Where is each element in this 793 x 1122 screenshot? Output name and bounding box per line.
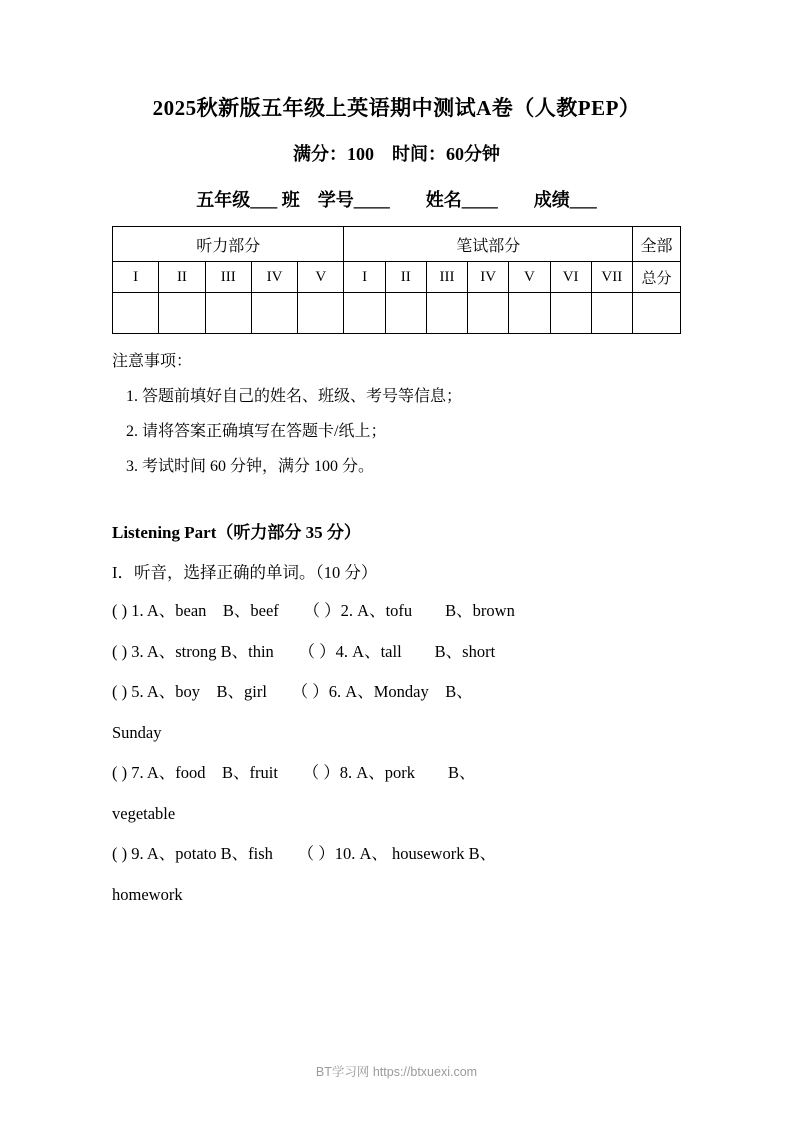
question-line: ( ) 9. A、potato B、fish （ ）10. A、 housework B、 [112, 844, 497, 864]
score-sub-header: VI [550, 262, 591, 293]
question-line: ( ) 7. A、food B、fruit （ ）8. A、pork B、 [112, 763, 476, 783]
score-cell[interactable] [591, 293, 632, 334]
question-line-continuation: vegetable [112, 803, 176, 823]
notice-item-3: 3. 考试时间 60 分钟，满分 100 分。 [126, 458, 375, 475]
score-sub-header: II [385, 262, 426, 293]
score-sub-header: V [298, 262, 344, 293]
notice-item-2: 2. 请将答案正确填写在答题卡/纸上； [126, 423, 387, 440]
score-sub-header: I [344, 262, 385, 293]
score-sub-header: I [113, 262, 159, 293]
notice-item-1: 1. 答题前填好自己的姓名、班级、考号等信息； [126, 388, 463, 405]
score-cell[interactable] [205, 293, 251, 334]
question-line-continuation: homework [112, 884, 183, 904]
score-sub-header: 总分 [632, 262, 680, 293]
score-sub-header: III [426, 262, 467, 293]
question-line: ( ) 3. A、strong B、thin （ ）4. A、tall B、short [112, 641, 496, 661]
question-line: ( ) 5. A、boy B、girl （ ）6. A、Monday B、 [112, 682, 473, 702]
exam-subtitle: 满分：100 时间：60分钟 [293, 144, 500, 164]
score-sub-header: III [205, 262, 251, 293]
score-group-listening: 听力部分 [113, 227, 344, 262]
table-row-group-headers [113, 227, 681, 262]
student-info-line: 五年级___ 班 学号____ 姓名____ 成绩___ [196, 190, 597, 210]
score-cell[interactable] [426, 293, 467, 334]
score-sub-header: IV [251, 262, 297, 293]
score-group-written: 笔试部分 [344, 227, 632, 262]
score-sub-header: IV [468, 262, 509, 293]
score-sub-header: V [509, 262, 550, 293]
score-cell[interactable] [632, 293, 680, 334]
score-cell[interactable] [113, 293, 159, 334]
table-row-score-entry [113, 293, 681, 334]
notice-title: 注意事项： [112, 353, 193, 370]
question-heading-1: I．听音，选择正确的单词。（10 分） [112, 563, 378, 582]
question-line: ( ) 1. A、bean B、beef （ ）2. A、tofu B、brown [112, 601, 515, 620]
score-cell[interactable] [251, 293, 297, 334]
question-line-continuation: Sunday [112, 722, 162, 742]
score-table [112, 226, 681, 334]
score-cell[interactable] [509, 293, 550, 334]
score-sub-header: II [159, 262, 205, 293]
score-cell[interactable] [468, 293, 509, 334]
score-sub-header: VII [591, 262, 632, 293]
score-cell[interactable] [385, 293, 426, 334]
score-group-total: 全部 [632, 227, 680, 262]
score-cell[interactable] [344, 293, 385, 334]
table-row-sub-headers [113, 262, 681, 293]
page-title: 2025秋新版五年级上英语期中测试A卷（人教PEP） [152, 96, 641, 120]
score-cell[interactable] [159, 293, 205, 334]
score-cell[interactable] [298, 293, 344, 334]
section-title-listening: Listening Part（听力部分 35 分） [112, 523, 361, 542]
score-cell[interactable] [550, 293, 591, 334]
watermark: BT学习网 https://btxuexi.com [315, 1065, 478, 1079]
